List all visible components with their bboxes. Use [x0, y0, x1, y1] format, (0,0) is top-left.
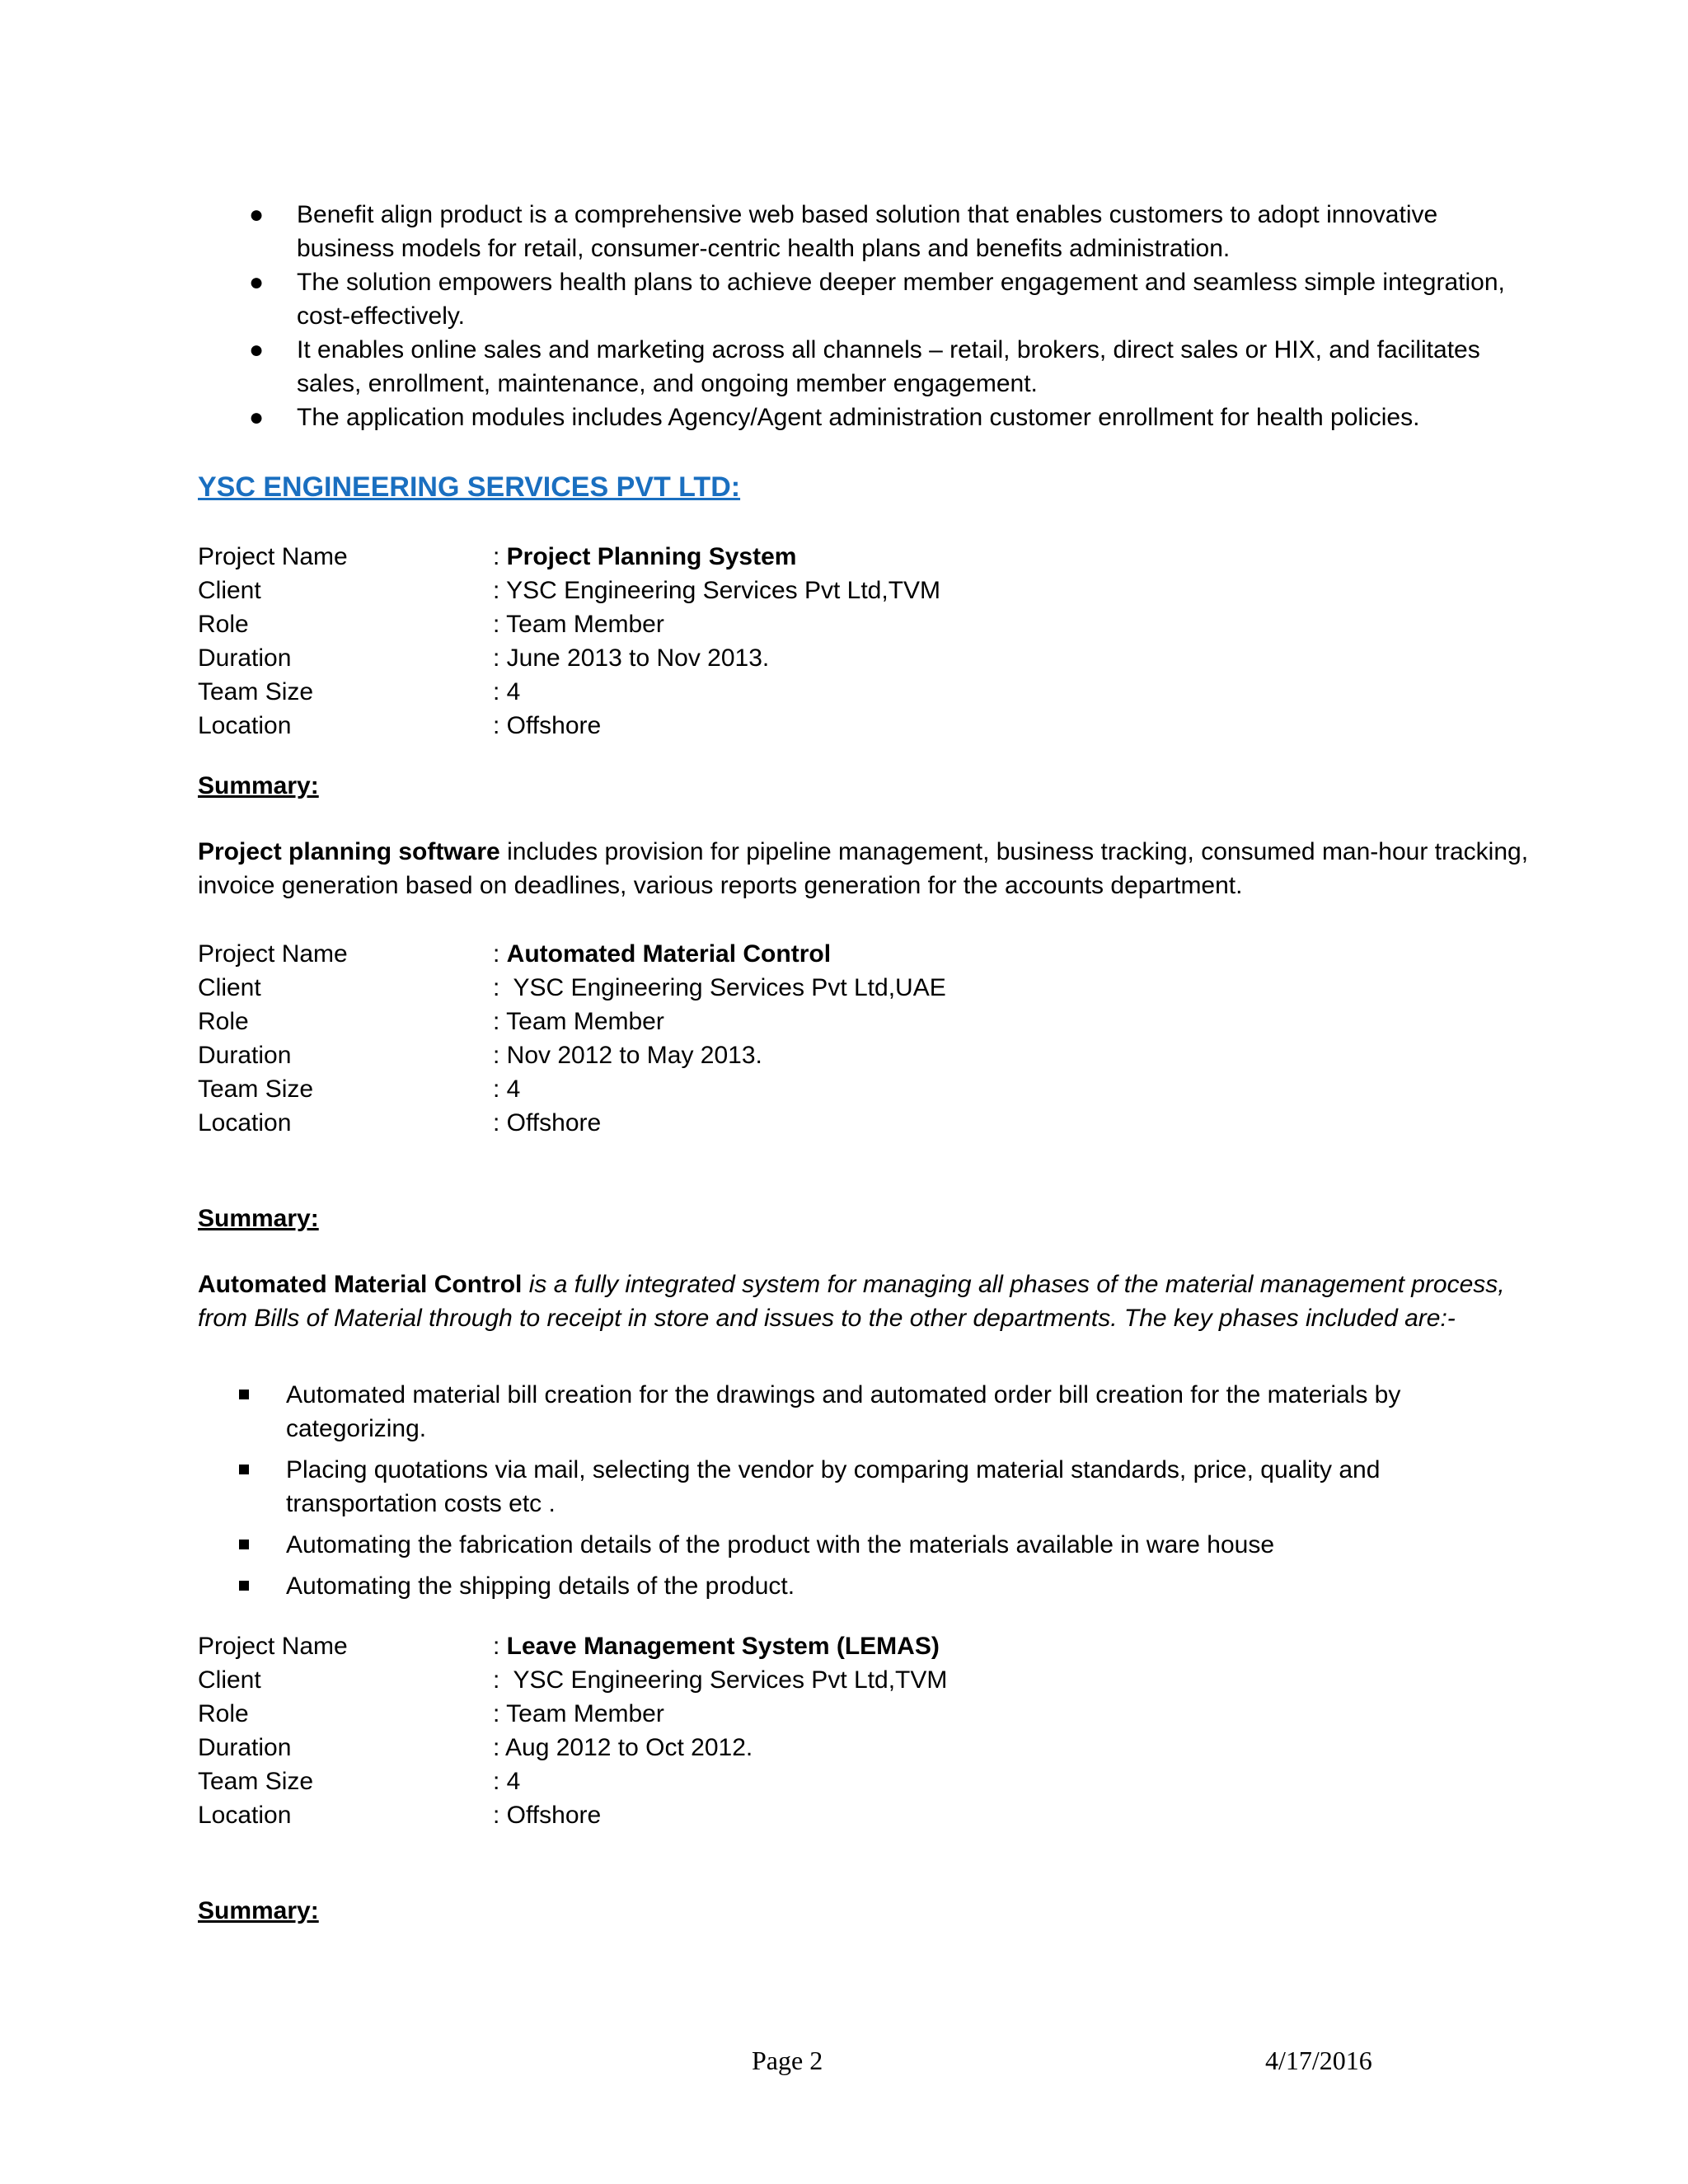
- project-details-2: [198, 937, 1533, 1140]
- location-value: : Offshore: [493, 1109, 602, 1137]
- square-bullet-icon: [239, 1390, 249, 1399]
- field-label: Client: [198, 1666, 261, 1694]
- role-row: [198, 1005, 1533, 1038]
- bullet-icon: ●: [249, 404, 265, 431]
- field-label: Project Name: [198, 543, 348, 570]
- field-label: Client: [198, 974, 261, 1001]
- project-name-row: Project Name : Project Planning System: [198, 540, 1533, 574]
- field-label: Location: [198, 1109, 292, 1137]
- phases-list: [198, 1378, 1533, 1603]
- summary-label: Summary:: [198, 1205, 319, 1232]
- field-label: Project Name: [198, 940, 348, 968]
- role-value: : Team Member: [493, 1008, 664, 1035]
- page-number: Page 2: [752, 2046, 823, 2075]
- duration-row: [198, 1038, 1533, 1072]
- team-size-value: : 4: [493, 1768, 521, 1795]
- list-item: Automating the shipping details of the product.: [198, 1569, 1533, 1603]
- project-name-value: Leave Management System (LEMAS): [506, 1633, 940, 1660]
- field-label: Role: [198, 1700, 249, 1727]
- list-item: ● It enables online sales and marketing across all channels – retail, brokers, direct sales or HIX, and facilitates sales, enrollment, maintenance, and ongoing member engagement.: [198, 333, 1533, 401]
- field-label: Location: [198, 712, 292, 739]
- team-size-row: [198, 1765, 1533, 1798]
- location-row: [198, 1798, 1533, 1832]
- company-heading: YSC ENGINEERING SERVICES PVT LTD:: [198, 471, 741, 503]
- list-item: Placing quotations via mail, selecting the vendor by comparing material standards, price, quality and transportation costs etc .: [198, 1453, 1533, 1521]
- client-value: : YSC Engineering Services Pvt Ltd,UAE: [493, 974, 946, 1001]
- square-bullet-icon: [239, 1540, 249, 1549]
- client-row: [198, 1663, 1533, 1697]
- role-value: : Team Member: [493, 1700, 664, 1727]
- location-value: : Offshore: [493, 1802, 602, 1829]
- location-row: [198, 709, 1533, 743]
- project-details-3: [198, 1629, 1533, 1832]
- project-name-value: Project Planning System: [506, 543, 797, 570]
- page-content: [198, 198, 1533, 1928]
- role-row: [198, 1697, 1533, 1731]
- client-row: [198, 971, 1533, 1005]
- summary-label: Summary:: [198, 772, 319, 799]
- field-label: Role: [198, 1008, 249, 1035]
- field-label: Client: [198, 577, 261, 604]
- team-size-value: : 4: [493, 1076, 521, 1103]
- bullet-icon: ●: [249, 336, 265, 363]
- team-size-row: [198, 675, 1533, 709]
- project-name-value: Automated Material Control: [506, 940, 832, 968]
- bullet-icon: ●: [249, 269, 265, 296]
- client-value: : YSC Engineering Services Pvt Ltd,TVM: [493, 1666, 948, 1694]
- bullet-icon: ●: [249, 201, 265, 228]
- duration-value: : Aug 2012 to Oct 2012.: [493, 1734, 753, 1761]
- intro-bullet-list: [198, 198, 1533, 434]
- role-value: : Team Member: [493, 611, 664, 638]
- project-summary-1: Project planning software includes provision for pipeline management, business tracking, consumed man-hour tracking, invoice generation based on deadlines, various reports generation for the accounts department.: [198, 838, 1529, 899]
- footer-date: 4/17/2016: [1265, 2046, 1372, 2075]
- project-name-row: Project Name : Leave Management System (LEMAS): [198, 1629, 1533, 1663]
- duration-row: [198, 641, 1533, 675]
- field-label: Location: [198, 1802, 292, 1829]
- field-label: Team Size: [198, 678, 314, 705]
- project-summary-2: Automated Material Control is a fully integrated system for managing all phases of the material management process, from Bills of Material through to receipt in store and issues to the other departments. The key phases included are:-: [198, 1271, 1505, 1332]
- list-item: Automated material bill creation for the drawings and automated order bill creation for the materials by categorizing.: [198, 1378, 1533, 1446]
- duration-row: [198, 1731, 1533, 1765]
- list-item: ● The solution empowers health plans to achieve deeper member engagement and seamless simple integration, cost-effectively.: [198, 265, 1533, 333]
- field-label: Duration: [198, 1042, 292, 1069]
- field-label: Team Size: [198, 1076, 314, 1103]
- project-details-1: [198, 540, 1533, 743]
- team-size-row: [198, 1072, 1533, 1106]
- field-label: Role: [198, 611, 249, 638]
- summary-label: Summary:: [198, 1897, 319, 1924]
- field-label: Duration: [198, 1734, 292, 1761]
- location-value: : Offshore: [493, 712, 602, 739]
- list-item: ● The application modules includes Agency/Agent administration customer enrollment for health policies.: [198, 401, 1533, 434]
- project-name-row: Project Name : Automated Material Control: [198, 937, 1533, 971]
- list-item: ● Benefit align product is a comprehensive web based solution that enables customers to adopt innovative business models for retail, consumer-centric health plans and benefits administration.: [198, 198, 1533, 265]
- client-value: : YSC Engineering Services Pvt Ltd,TVM: [493, 577, 941, 604]
- field-label: Team Size: [198, 1768, 314, 1795]
- square-bullet-icon: [239, 1581, 249, 1591]
- client-row: [198, 574, 1533, 607]
- list-item: Automating the fabrication details of the product with the materials available in ware house: [198, 1528, 1533, 1562]
- duration-value: : June 2013 to Nov 2013.: [493, 644, 770, 672]
- team-size-value: : 4: [493, 678, 521, 705]
- role-row: [198, 607, 1533, 641]
- duration-value: : Nov 2012 to May 2013.: [493, 1042, 762, 1069]
- location-row: [198, 1106, 1533, 1140]
- square-bullet-icon: [239, 1465, 249, 1474]
- field-label: Duration: [198, 644, 292, 672]
- field-label: Project Name: [198, 1633, 348, 1660]
